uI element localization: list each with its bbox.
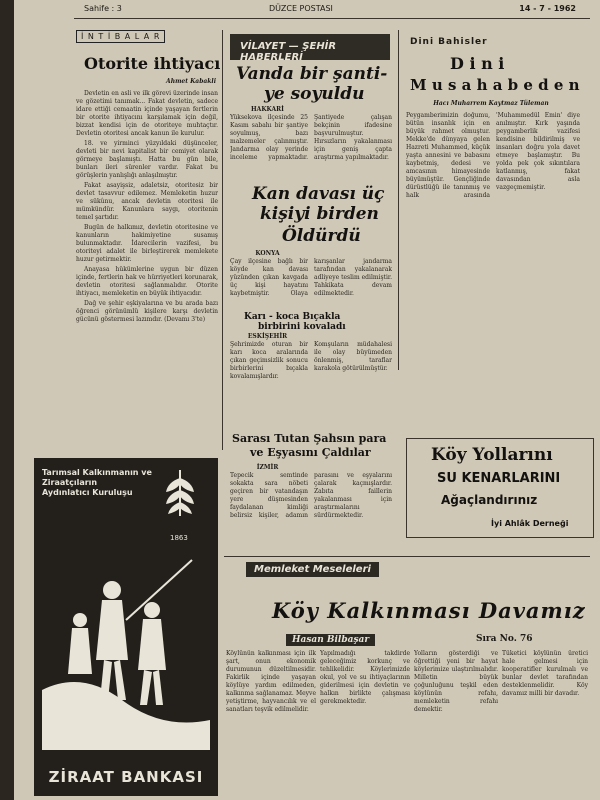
- article-title: Otorite ihtiyacı: [84, 54, 221, 73]
- story-title: ye soyuldu: [264, 84, 365, 104]
- notice-signature: İyi Ahlâk Derneği: [491, 519, 569, 528]
- feature-body: Köylünün kalkınması için ilk şart, onun ekonomik durumunun düzeltilmesidir. Fakirlik içinde yaşayan köylüye yardım edilmeden, kalkınma sağlanamaz. Meyve yetiştirme, hayvancılık ve el sanatları teşvik edilmelidir.: [226, 650, 316, 713]
- issue-date: 14 - 7 - 1962: [519, 4, 576, 13]
- city-news-banner: [230, 34, 390, 63]
- story-place: İZMİR: [256, 464, 279, 471]
- article-byline: Hacı Muharrem Kaytmaz Tüleman: [433, 100, 549, 107]
- public-notice-box: [406, 438, 594, 538]
- section-tag: Dini Bahisler: [410, 37, 488, 47]
- story-title: ve Eşyasını Çaldılar: [250, 446, 371, 459]
- column-divider: [222, 30, 223, 450]
- paragraph: Anayasa hükümlerine uygun bir düzen içinde, fertlerin hak ve hürriyetleri korunarak, devletin otoritesi sağlanmalıdır. Otorite ihtiyacı, memleketin en büyük ihtiyacıdır.: [76, 266, 218, 297]
- paragraph: Dağ ve şehir eşkiyalarına ve bu arada bazı öğrenci görünümlü kişilere karşı devletin gücünü göstermesi lazımdır. (Devamı 3'te): [76, 300, 218, 323]
- ad-line: Ziraatçıların: [42, 478, 98, 487]
- notice-title: SU KENARLARINI: [437, 471, 561, 486]
- wheat-logo-icon: [158, 466, 202, 526]
- story-title: Karı - koca Bıçakla: [244, 312, 341, 322]
- paragraph: Fakat asayişsiz, adaletsiz, otoritesiz bir devlet tasavvur edilemez. Memleketin huzur ve sükûnu, ancak devletin otoritesi ile mümkündür. Kanunlara saygı, otoritenin temel şartıdır.: [76, 182, 218, 221]
- ad-line: Tarımsal Kalkınmanın ve: [42, 468, 152, 477]
- article-title: M u s a h a b e d e n: [410, 76, 580, 94]
- story-body: Çay ilçesine bağlı bir köyde kan davası yüzünden çıkan kavgada üç kişi hayatını kaybetmiştir. Olaya karışanlar jandarma tarafından yakalanarak adliyeye teslim edilmiştir. Tahkikata devam edilmektedir.: [230, 258, 392, 297]
- bank-name: ZİRAAT BANKASI: [48, 768, 204, 786]
- series-number: Sıra No. 76: [476, 634, 533, 644]
- story-title: Kan davası üç: [252, 184, 385, 204]
- paper-name: DÜZCE POSTASI: [269, 4, 333, 13]
- story-place: HAKKARİ: [251, 106, 284, 113]
- article-body: [76, 90, 218, 435]
- story-body: Yüksekova ilçesinde 25 Kasım sabahı bir şantiye soyulmuş, bazı malzemeler çalınmıştır. Jandarma olay yerinde inceleme yapmaktadır. Şantiyede çalışan bekçinin ifadesine başvurulmuştur. Hırsızların yakalanması için geniş çapta araştırma yapılmaktadır.: [230, 114, 392, 161]
- story-title: Sarası Tutan Şahsın para: [232, 432, 387, 445]
- section-tag: Memleket Meseleleri: [246, 562, 379, 577]
- page-label: Sahife : 3: [84, 4, 122, 13]
- banner-text: VİLAYET — ŞEHİR HABERLERİ: [240, 41, 337, 63]
- feature-byline: Hasan Bilbaşar: [286, 634, 375, 646]
- ad-line: Aydınlatıcı Kuruluşu: [42, 488, 133, 497]
- paragraph: Devletin en asli ve ilk görevi üzerinde insan ve gözetimi tanımak... Fakat devletin, sadece idare ettiği cemaatin içinde yaşayan fertlerin bir otorite ihtiyacını karşılamak için değil, bizzat kendisi için de otoriteye muhtaçtır. Devletin otoritesi ancak kanun ile kurulur.: [76, 90, 218, 137]
- story-title: Öldürdü: [282, 226, 361, 246]
- notice-title: Köy Yollarını: [431, 445, 553, 465]
- story-title: kişiyi birden: [260, 204, 379, 224]
- article-body: Peygamberimizin doğumu, bütün insanlık için en büyük rahmet olmuştur. Mekke'de dünyaya gelen Hazreti Muhammed, küçük yaşta annesini ve babasını kaybetmiş, dedesi ve amcasının himayesinde büyümüştür. Gençliğinde dürüstlüğü ile tanınmış ve halk arasında 'Muhammedül Emin' diye anılmıştır. Kırk yaşında peygamberlik vazifesi kendisine bildirilmiş ve insanları doğru yola davet etmeye başlamıştır. Bu yolda pek çok sıkıntılara katlanmış, fakat davasından asla vazgeçmemiştir.: [406, 112, 580, 199]
- story-body: Tepecik semtinde sokakta sara nöbeti geçiren bir vatandaşın yere düşmesinden faydalanan kimliği belirsiz kişiler, adamın parasını ve eşyalarını çalarak kaçmışlardır. Zabıta faillerin yakalanması için araştırmalarını sürdürmektedir.: [230, 472, 392, 519]
- story-title: Vanda bir şanti-: [236, 64, 388, 84]
- feature-body: Tüketici köylünün üretici hale gelmesi için kooperatifler kurulmalı ve bunlar devlet tarafından desteklenmelidir. Köy davamız milli bir davadır.: [502, 650, 588, 697]
- feature-body: Yolların gösterdiği ve öğrettiği yeni bir hayat köylerimize ulaştırılmalıdır. Milletin büyük çoğunluğunu teşkil eden köylünün refahı, memleketin refahı demektir.: [414, 650, 498, 713]
- header-rule: [74, 18, 590, 19]
- feature-title: Köy Kalkınması Davamız: [272, 598, 586, 623]
- story-place: KONYA: [255, 250, 280, 257]
- story-place: ESKİŞEHİR: [247, 333, 288, 340]
- story-title: birbirini kovaladı: [258, 322, 346, 332]
- newspaper-page: [14, 0, 600, 800]
- farmers-illustration: [42, 550, 210, 750]
- article-byline: Ahmet Kabakli: [166, 78, 216, 85]
- paragraph: 18. ve yirminci yüzyıldaki düşünceler, devleti bir nevi kapitalist bir cemiyet olarak görmeye başlamıştı. Hatta bu gün bile, bunları ileri sürenler vardır. Fakat bu görüşlerin yanlışlığı anlaşılmıştır.: [76, 140, 218, 179]
- section-tag: İ N T İ B A L A R: [76, 30, 165, 43]
- notice-title: Ağaçlandırınız: [441, 493, 538, 507]
- column-divider: [398, 30, 399, 370]
- ad-year: 1863: [170, 534, 188, 542]
- paragraph: Bugün de halkımız, devletin otoritesine ve kanunların hakimiyetine susamış bulunmaktadır. İdarecilerin vazifesi, bu otoriteyi adalet ile birleştirerek memlekete huzur getirmektir.: [76, 224, 218, 263]
- bank-advertisement: [34, 458, 218, 796]
- page-header: [14, 4, 600, 18]
- article-title: D i n i: [450, 54, 505, 73]
- section-rule: [224, 556, 590, 557]
- feature-body: Yapılmadığı takdirde geleceğimiz korkunç ve tehlikelidir. Köylerimizde okul, yol ve su ihtiyaçlarının giderilmesi için devletin ve halkın birlikte çalışması gerekmektedir.: [320, 650, 410, 705]
- story-body: Şehrimizde oturan bir karı koca aralarında çıkan geçimsizlik sonucu birbirlerini bıçakla kovalamışlardır. Komşuların müdahalesi ile olay büyümeden önlenmiş, taraflar karakola götürülmüştür.: [230, 341, 392, 380]
- ad-text: [42, 468, 152, 498]
